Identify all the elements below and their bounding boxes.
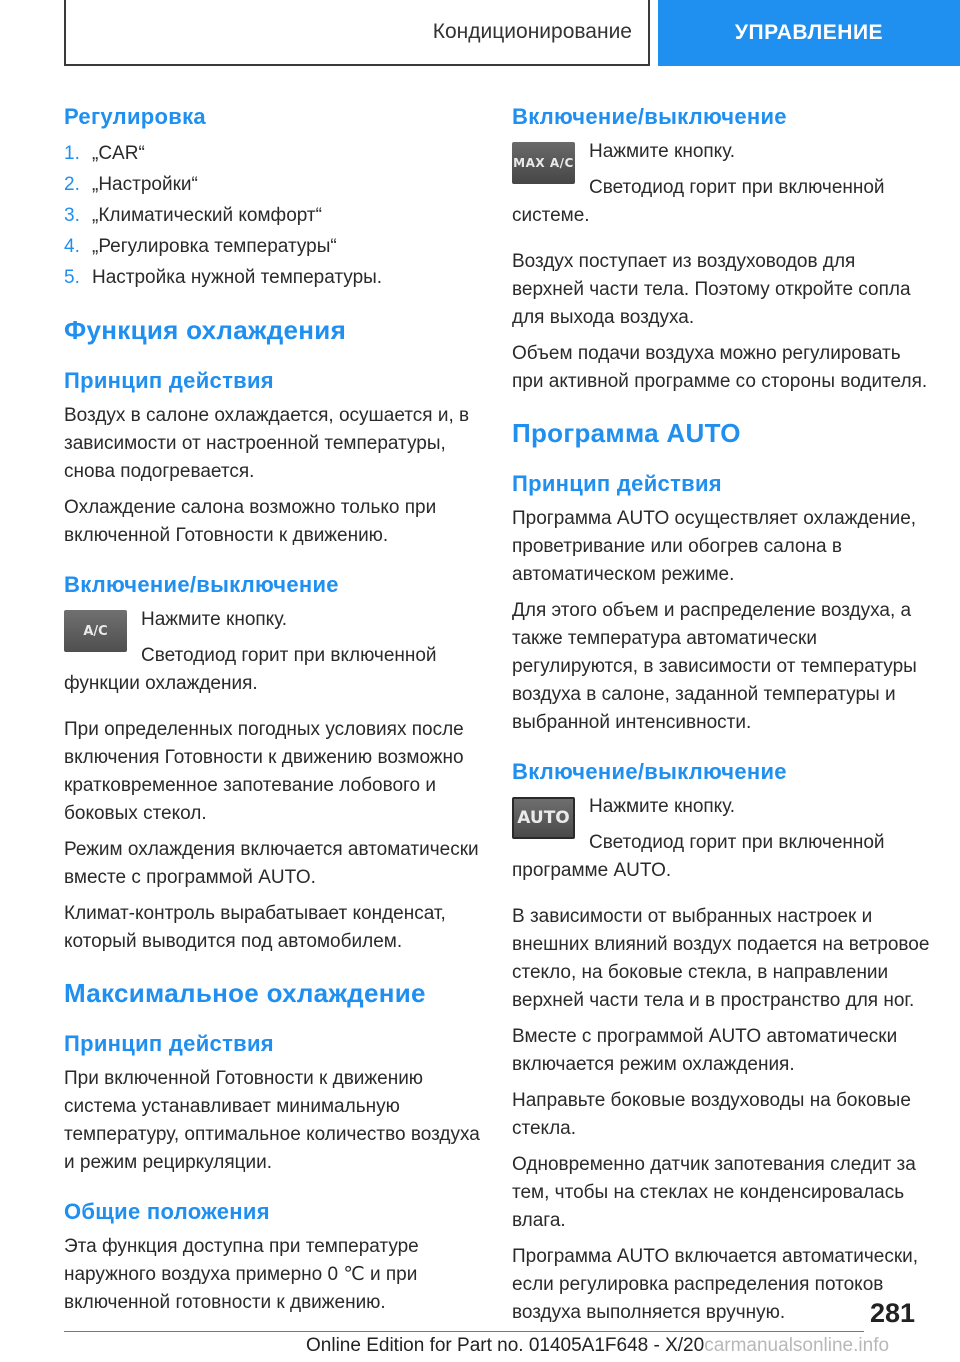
led-text: Светодиод горит при включенной функции охлаждения.	[64, 645, 437, 694]
press-button-text: Нажмите кнопку.	[141, 609, 288, 630]
led-text: Светодиод горит при включенной системе.	[512, 177, 885, 226]
ac-button-icon: A/C	[64, 610, 127, 652]
auto-cooling-text: Режим охлаждения включается автоматически вместе с программой AUTO.	[64, 839, 479, 888]
principle-heading: Принцип действия	[64, 368, 274, 393]
general-text: Эта функция доступна при температуре наружного воздуха примерно 0 ℃ и при включенной готовности к движению.	[64, 1236, 419, 1313]
side-vents-text: Направьте боковые воздуховоды на боковые стекла.	[512, 1090, 911, 1139]
regulation-steps	[64, 138, 484, 293]
auto-cooling-text: Вместе с программой AUTO автоматически включается режим охлаждения.	[512, 1026, 898, 1075]
regulation-heading: Регулировка	[64, 104, 206, 129]
watermark-text: carmanualsonline.info	[704, 1335, 890, 1356]
header-chapter-tab	[658, 0, 960, 66]
max-principle-text: При включенной Готовности к движению система устанавливает минимальную температуру, оптимальное количество воздуха и режим рециркуляции.	[64, 1068, 480, 1173]
step-item: 1. „CAR“	[64, 143, 145, 164]
auto-button-icon: AUTO	[512, 797, 575, 839]
header-chapter-title: УПРАВЛЕНИЕ	[734, 21, 884, 44]
left-column	[64, 100, 484, 1325]
distribution-text: В зависимости от выбранных настроек и внешних влияний воздух подается на ветровое стекло, на боковые стекла, в направлении верхней части тела и в пространство для ног.	[512, 906, 930, 1011]
cooling-heading: Функция охлаждения	[64, 315, 347, 345]
ac-button-block	[64, 606, 484, 706]
header-section-title: Кондиционирование	[432, 20, 632, 43]
auto-program-heading: Программа AUTO	[512, 418, 741, 448]
air-volume-text: Объем подачи воздуха можно регулировать при активной программе со стороны водителя.	[512, 343, 928, 392]
max-onoff-heading: Включение/выключение	[512, 104, 787, 129]
press-button-text: Нажмите кнопку.	[589, 796, 736, 817]
footer-edition	[306, 1335, 889, 1357]
step-item: 2. „Настройки“	[64, 174, 198, 195]
right-column	[512, 100, 932, 1335]
fog-sensor-text: Одновременно датчик запотевания следит за тем, чтобы на стеклах не конденсировалась влага.	[512, 1154, 916, 1231]
page-number: 281	[870, 1298, 916, 1328]
footer-divider	[64, 1331, 864, 1332]
air-flow-text: Воздух поступает из воздуховодов для верхней части тела. Поэтому откройте сопла для выхода воздуха.	[512, 251, 911, 328]
auto-principle-heading: Принцип действия	[512, 471, 722, 496]
max-ac-button-icon: MAX A/C	[512, 142, 575, 184]
fog-text: При определенных погодных условиях после включения Готовности к движению возможно кратковременное запотевание лобового и боковых стекол.	[64, 719, 464, 824]
led-text: Светодиод горит при включенной программе AUTO.	[512, 832, 885, 881]
auto-onoff-heading: Включение/выключение	[512, 759, 787, 784]
principle-text-2: Охлаждение салона возможно только при включенной Готовности к движению.	[64, 497, 437, 546]
header-section-tab	[64, 0, 650, 66]
auto-enable-text: Программа AUTO включается автоматически, если регулировка распределения потоков воздуха выполняется вручную.	[512, 1246, 919, 1323]
auto-principle-text-1: Программа AUTO осуществляет охлаждение, проветривание или обогрев салона в автоматическом режиме.	[512, 508, 917, 585]
step-item: 5. Настройка нужной температуры.	[64, 267, 383, 288]
general-heading: Общие положения	[64, 1199, 270, 1224]
auto-button-block	[512, 793, 932, 893]
max-ac-button-block	[512, 138, 932, 238]
condensate-text: Климат-контроль вырабатывает конденсат, который выводится под автомобилем.	[64, 903, 446, 952]
press-button-text: Нажмите кнопку.	[589, 141, 736, 162]
auto-principle-text-2: Для этого объем и распределение воздуха, а также температура автоматически регулируются, в зависимости от температуры воздуха в салоне, заданной температуры и выбранной интенсивности.	[512, 600, 917, 733]
max-cooling-heading: Максимальное охлаждение	[64, 978, 426, 1008]
step-item: 3. „Климатический комфорт“	[64, 205, 322, 226]
principle-text-1: Воздух в салоне охлаждается, осушается и, в зависимости от настроенной температуры, снова подогревается.	[64, 405, 470, 482]
edition-text: Online Edition for Part no. 01405A1F648 - X/20	[306, 1335, 705, 1356]
max-principle-heading: Принцип действия	[64, 1031, 274, 1056]
onoff-heading: Включение/выключение	[64, 572, 339, 597]
step-item: 4. „Регулировка температуры“	[64, 236, 337, 257]
